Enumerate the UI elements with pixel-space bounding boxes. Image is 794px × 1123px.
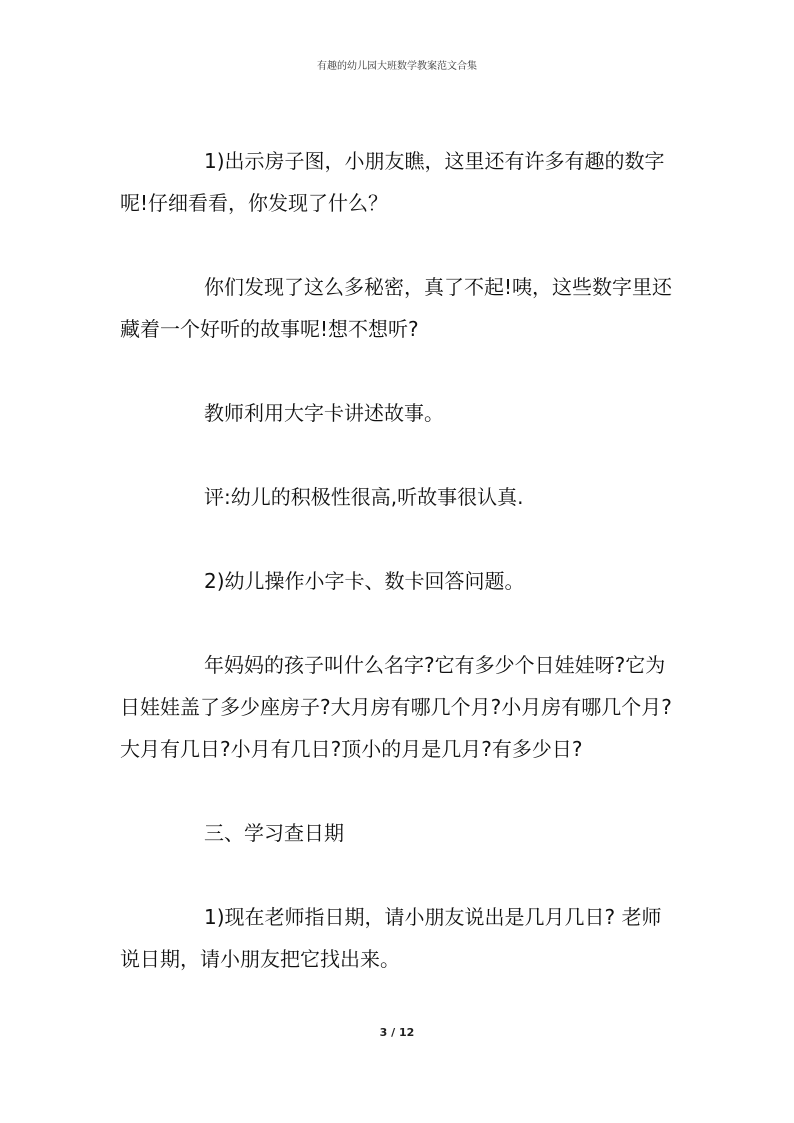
document-body: [120, 140, 676, 980]
paragraph-7: 1)现在老师指日期，请小朋友说出是几月几日? 老师说日期，请小朋友把它找出来。: [120, 905, 662, 971]
paragraph-6: 年妈妈的孩子叫什么名字?它有多少个日娃娃呀?它为日娃娃盖了多少座房子?大月房有哪几个月?小月房有哪几个月?大月有几日?小月有几日?顶小的月是几月?有多少日?: [120, 653, 672, 761]
page-number: 3 / 12: [379, 1026, 415, 1039]
running-header: 有趣的幼儿园大班数学教案范文合集: [317, 61, 477, 72]
paragraph-5: 2)幼儿操作小字卡、数卡回答问题。: [204, 569, 525, 593]
paragraph-3: 教师利用大字卡讲述故事。: [204, 401, 444, 425]
paragraph-4: 评:幼儿的积极性很高,听故事很认真.: [204, 485, 524, 509]
paragraph-1: 1)出示房子图，小朋友瞧，这里还有许多有趣的数字呢!仔细看看，你发现了什么？: [120, 149, 665, 215]
section-heading: 三、学习查日期: [204, 821, 344, 845]
paragraph-2: 你们发现了这么多秘密，真了不起!咦，这些数字里还藏着一个好听的故事呢!想不想听?: [120, 275, 673, 341]
